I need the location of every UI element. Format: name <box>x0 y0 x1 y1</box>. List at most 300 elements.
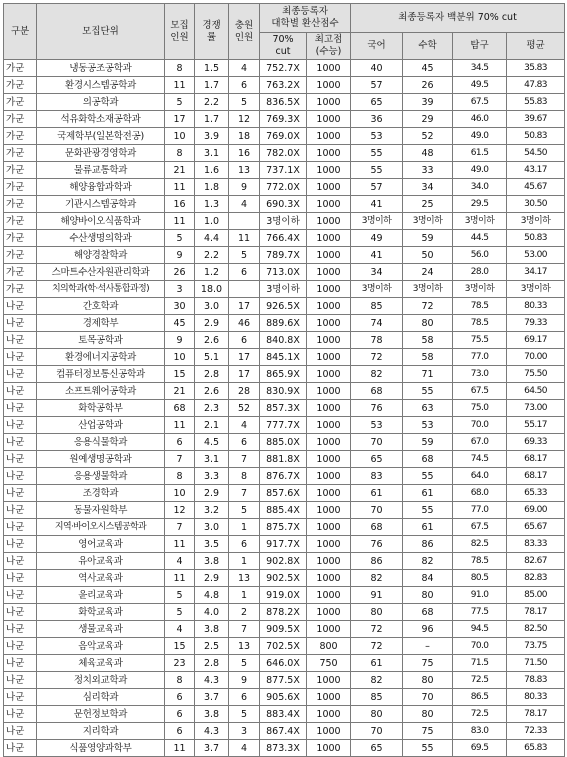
cell-gun: 나군 <box>4 638 37 655</box>
cell-kor: 34 <box>351 264 403 281</box>
table-row <box>4 298 565 315</box>
cell-quota: 68 <box>165 400 195 417</box>
cell-extra: 2 <box>229 604 260 621</box>
cell-gun: 나군 <box>4 468 37 485</box>
cell-max: 1000 <box>307 298 351 315</box>
header-inq: 탐구 <box>453 33 507 60</box>
cell-unit: 해양바이오식품학과 <box>37 213 165 230</box>
cell-extra: 46 <box>229 315 260 332</box>
cell-inq: 78.5 <box>453 553 507 570</box>
cell-kor: 70 <box>351 502 403 519</box>
cell-avg: 55.83 <box>507 94 565 111</box>
cell-unit: 기관시스템공학과 <box>37 196 165 213</box>
cell-kor: 70 <box>351 434 403 451</box>
cell-unit: 윤리교육과 <box>37 587 165 604</box>
cell-ratio: 3.7 <box>195 689 229 706</box>
cell-kor: 78 <box>351 332 403 349</box>
cell-kor: 72 <box>351 638 403 655</box>
cell-extra: 4 <box>229 196 260 213</box>
cell-math: 80 <box>403 315 453 332</box>
cell-extra: 7 <box>229 451 260 468</box>
cell-unit: 경제학부 <box>37 315 165 332</box>
cell-max: 1000 <box>307 553 351 570</box>
cell-max: 1000 <box>307 349 351 366</box>
cell-cut70: 867.4X <box>260 723 307 740</box>
cell-max: 1000 <box>307 689 351 706</box>
cell-max: 1000 <box>307 179 351 196</box>
cell-extra: 13 <box>229 570 260 587</box>
cell-math: 33 <box>403 162 453 179</box>
table-row <box>4 451 565 468</box>
cell-math: 29 <box>403 111 453 128</box>
header-gun: 구분 <box>4 4 37 60</box>
cell-inq: 73.0 <box>453 366 507 383</box>
cell-quota: 16 <box>165 196 195 213</box>
header-extra: 충원 인원 <box>229 4 260 60</box>
cell-math: 68 <box>403 604 453 621</box>
cell-gun: 나군 <box>4 502 37 519</box>
cell-avg: 3명이하 <box>507 281 565 298</box>
cell-avg: 70.00 <box>507 349 565 366</box>
cell-max: 1000 <box>307 740 351 757</box>
cell-avg: 47.83 <box>507 77 565 94</box>
cell-kor: 82 <box>351 570 403 587</box>
cell-quota: 5 <box>165 94 195 111</box>
cell-kor: 40 <box>351 60 403 77</box>
cell-cut70: 702.5X <box>260 638 307 655</box>
cell-avg: 83.33 <box>507 536 565 553</box>
cell-inq: 44.5 <box>453 230 507 247</box>
cell-max: 1000 <box>307 247 351 264</box>
cell-max: 1000 <box>307 77 351 94</box>
cell-cut70: 902.8X <box>260 553 307 570</box>
table-row <box>4 553 565 570</box>
cell-cut70: 909.5X <box>260 621 307 638</box>
cell-ratio: 2.8 <box>195 655 229 672</box>
cell-max: 750 <box>307 655 351 672</box>
cell-ratio: 1.5 <box>195 60 229 77</box>
cell-cut70: 878.2X <box>260 604 307 621</box>
cell-quota: 15 <box>165 638 195 655</box>
cell-max: 1000 <box>307 434 351 451</box>
cell-unit: 스마트수산자원관리학과 <box>37 264 165 281</box>
cell-gun: 나군 <box>4 485 37 502</box>
cell-ratio: 4.3 <box>195 672 229 689</box>
cell-math: 55 <box>403 502 453 519</box>
header-unit: 모집단위 <box>37 4 165 60</box>
cell-math: 75 <box>403 723 453 740</box>
cell-math: 55 <box>403 468 453 485</box>
cell-extra: 12 <box>229 111 260 128</box>
cell-inq: 64.0 <box>453 468 507 485</box>
cell-gun: 나군 <box>4 417 37 434</box>
cell-math: 86 <box>403 536 453 553</box>
cell-math: 70 <box>403 689 453 706</box>
cell-math: 3명이하 <box>403 281 453 298</box>
cell-ratio: 3.8 <box>195 706 229 723</box>
cell-ratio: 1.8 <box>195 179 229 196</box>
table-body <box>4 60 565 757</box>
cell-unit: 국제학부(일본학전공) <box>37 128 165 145</box>
cell-kor: 83 <box>351 468 403 485</box>
cell-cut70: 919.0X <box>260 587 307 604</box>
table-row <box>4 162 565 179</box>
cell-math: 55 <box>403 383 453 400</box>
cell-math: 71 <box>403 366 453 383</box>
cell-max: 1000 <box>307 162 351 179</box>
table-row <box>4 723 565 740</box>
cell-unit: 생물교육과 <box>37 621 165 638</box>
cell-math: 52 <box>403 128 453 145</box>
cell-inq: 61.5 <box>453 145 507 162</box>
table-row <box>4 672 565 689</box>
table-row <box>4 264 565 281</box>
cell-quota: 30 <box>165 298 195 315</box>
cell-ratio: 3.1 <box>195 145 229 162</box>
table-row <box>4 570 565 587</box>
cell-gun: 나군 <box>4 400 37 417</box>
cell-max: 1000 <box>307 468 351 485</box>
cell-quota: 8 <box>165 672 195 689</box>
cell-avg: 78.17 <box>507 706 565 723</box>
cell-max: 1000 <box>307 570 351 587</box>
cell-extra: 13 <box>229 638 260 655</box>
cell-math: 34 <box>403 179 453 196</box>
cell-ratio: 2.1 <box>195 417 229 434</box>
cell-cut70: 857.3X <box>260 400 307 417</box>
cell-cut70: 885.0X <box>260 434 307 451</box>
cell-math: 80 <box>403 587 453 604</box>
table-row <box>4 502 565 519</box>
cell-max: 1000 <box>307 94 351 111</box>
cell-kor: 36 <box>351 111 403 128</box>
cell-avg: 82.50 <box>507 621 565 638</box>
cell-avg: 85.00 <box>507 587 565 604</box>
cell-gun: 가군 <box>4 230 37 247</box>
table-row <box>4 128 565 145</box>
cell-math: 63 <box>403 400 453 417</box>
cell-gun: 나군 <box>4 383 37 400</box>
cell-unit: 산업공학과 <box>37 417 165 434</box>
cell-inq: 71.5 <box>453 655 507 672</box>
table-row <box>4 468 565 485</box>
cell-avg: 79.33 <box>507 315 565 332</box>
cell-avg: 64.50 <box>507 383 565 400</box>
cell-max: 1000 <box>307 604 351 621</box>
cell-cut70: 777.7X <box>260 417 307 434</box>
cell-unit: 해양경찰학과 <box>37 247 165 264</box>
cell-unit: 체육교육과 <box>37 655 165 672</box>
cell-max: 1000 <box>307 264 351 281</box>
cell-inq: 34.0 <box>453 179 507 196</box>
cell-unit: 역사교육과 <box>37 570 165 587</box>
cell-math: 3명이하 <box>403 213 453 230</box>
cell-inq: 82.5 <box>453 536 507 553</box>
cell-extra: 6 <box>229 77 260 94</box>
cell-kor: 76 <box>351 400 403 417</box>
cell-unit: 간호학과 <box>37 298 165 315</box>
table-row <box>4 655 565 672</box>
cell-kor: 85 <box>351 298 403 315</box>
cell-quota: 7 <box>165 519 195 536</box>
cell-unit: 치의학과(학·석사통합과정) <box>37 281 165 298</box>
cell-max: 1000 <box>307 621 351 638</box>
cell-unit: 유아교육과 <box>37 553 165 570</box>
cell-gun: 가군 <box>4 281 37 298</box>
cell-extra: 1 <box>229 587 260 604</box>
cell-kor: 53 <box>351 128 403 145</box>
cell-avg: 65.33 <box>507 485 565 502</box>
cell-extra: 3 <box>229 723 260 740</box>
cell-avg: 65.67 <box>507 519 565 536</box>
cell-ratio: 3.2 <box>195 502 229 519</box>
cell-unit: 환경에너지공학과 <box>37 349 165 366</box>
cell-gun: 가군 <box>4 60 37 77</box>
cell-avg: 69.00 <box>507 502 565 519</box>
table-row <box>4 536 565 553</box>
cell-ratio: 3.5 <box>195 536 229 553</box>
cell-inq: 75.5 <box>453 332 507 349</box>
cell-math: 82 <box>403 553 453 570</box>
cell-avg: 82.67 <box>507 553 565 570</box>
table-header <box>4 4 565 60</box>
cell-ratio: 2.9 <box>195 315 229 332</box>
cell-kor: 80 <box>351 604 403 621</box>
cell-unit: 화학교육과 <box>37 604 165 621</box>
cell-ratio: 3.9 <box>195 128 229 145</box>
cell-inq: 70.0 <box>453 417 507 434</box>
cell-quota: 11 <box>165 536 195 553</box>
cell-avg: 80.33 <box>507 689 565 706</box>
cell-cut70: 865.9X <box>260 366 307 383</box>
cell-math: 61 <box>403 485 453 502</box>
cell-max: 1000 <box>307 723 351 740</box>
cell-extra: 11 <box>229 230 260 247</box>
cell-math: – <box>403 638 453 655</box>
cell-cut70: 873.3X <box>260 740 307 757</box>
cell-quota: 3 <box>165 281 195 298</box>
cell-math: 84 <box>403 570 453 587</box>
cell-inq: 28.0 <box>453 264 507 281</box>
cell-unit: 문화관광경영학과 <box>37 145 165 162</box>
cell-cut70: 917.7X <box>260 536 307 553</box>
cell-ratio: 2.3 <box>195 400 229 417</box>
table-row <box>4 196 565 213</box>
cell-max: 1000 <box>307 111 351 128</box>
table-row <box>4 383 565 400</box>
cell-extra: 6 <box>229 332 260 349</box>
cell-max: 1000 <box>307 315 351 332</box>
cell-avg: 73.00 <box>507 400 565 417</box>
cell-avg: 54.50 <box>507 145 565 162</box>
cell-extra <box>229 281 260 298</box>
cell-max: 1000 <box>307 536 351 553</box>
cell-cut70: 737.1X <box>260 162 307 179</box>
cell-unit: 컴퓨터정보통신공학과 <box>37 366 165 383</box>
cell-inq: 78.5 <box>453 298 507 315</box>
cell-inq: 46.0 <box>453 111 507 128</box>
table-row <box>4 281 565 298</box>
header-pct-group: 최종등록자 백분위 70% cut <box>351 4 565 33</box>
cell-quota: 8 <box>165 468 195 485</box>
cell-math: 45 <box>403 60 453 77</box>
cell-max: 1000 <box>307 230 351 247</box>
cell-quota: 4 <box>165 621 195 638</box>
cell-unit: 지역·바이오시스템공학과 <box>37 519 165 536</box>
cell-gun: 나군 <box>4 655 37 672</box>
cell-cut70: 3명이하 <box>260 213 307 230</box>
table-row <box>4 366 565 383</box>
cell-ratio: 2.2 <box>195 247 229 264</box>
cell-gun: 가군 <box>4 111 37 128</box>
cell-inq: 56.0 <box>453 247 507 264</box>
cell-cut70: 690.3X <box>260 196 307 213</box>
cell-ratio: 3.3 <box>195 468 229 485</box>
cell-unit: 소프트웨어공학과 <box>37 383 165 400</box>
cell-quota: 10 <box>165 128 195 145</box>
cell-inq: 94.5 <box>453 621 507 638</box>
cell-ratio: 2.9 <box>195 570 229 587</box>
table-row <box>4 179 565 196</box>
cell-cut70: 769.3X <box>260 111 307 128</box>
cell-kor: 65 <box>351 740 403 757</box>
cell-kor: 61 <box>351 655 403 672</box>
cell-kor: 61 <box>351 485 403 502</box>
cell-inq: 49.0 <box>453 162 507 179</box>
cell-max: 1000 <box>307 128 351 145</box>
cell-max: 1000 <box>307 332 351 349</box>
cell-extra: 17 <box>229 298 260 315</box>
cell-extra: 52 <box>229 400 260 417</box>
cell-avg: 72.33 <box>507 723 565 740</box>
cell-ratio: 1.6 <box>195 162 229 179</box>
cell-extra <box>229 213 260 230</box>
cell-quota: 15 <box>165 366 195 383</box>
header-cut70: 70% cut <box>260 33 307 60</box>
cell-max: 1000 <box>307 213 351 230</box>
cell-avg: 68.17 <box>507 451 565 468</box>
cell-gun: 가군 <box>4 162 37 179</box>
cell-inq: 74.5 <box>453 451 507 468</box>
cell-ratio: 3.8 <box>195 553 229 570</box>
cell-math: 80 <box>403 706 453 723</box>
cell-unit: 화학공학부 <box>37 400 165 417</box>
cell-max: 1000 <box>307 366 351 383</box>
cell-quota: 11 <box>165 570 195 587</box>
cell-cut70: 889.6X <box>260 315 307 332</box>
cell-math: 50 <box>403 247 453 264</box>
cell-cut70: 769.0X <box>260 128 307 145</box>
cell-avg: 39.67 <box>507 111 565 128</box>
cell-extra: 28 <box>229 383 260 400</box>
cell-math: 61 <box>403 519 453 536</box>
table-row <box>4 604 565 621</box>
cell-inq: 70.0 <box>453 638 507 655</box>
cell-quota: 9 <box>165 247 195 264</box>
cell-math: 72 <box>403 298 453 315</box>
cell-inq: 72.5 <box>453 672 507 689</box>
cell-gun: 나군 <box>4 298 37 315</box>
cell-gun: 나군 <box>4 706 37 723</box>
cell-quota: 8 <box>165 60 195 77</box>
cell-quota: 21 <box>165 383 195 400</box>
cell-extra: 7 <box>229 621 260 638</box>
cell-cut70: 830.9X <box>260 383 307 400</box>
cell-extra: 5 <box>229 706 260 723</box>
cell-max: 1000 <box>307 60 351 77</box>
cell-inq: 34.5 <box>453 60 507 77</box>
cell-ratio: 4.4 <box>195 230 229 247</box>
cell-avg: 50.83 <box>507 230 565 247</box>
table-row <box>4 111 565 128</box>
cell-cut70: 763.2X <box>260 77 307 94</box>
cell-avg: 80.33 <box>507 298 565 315</box>
header-max: 최고점 (수능) <box>307 33 351 60</box>
cell-math: 68 <box>403 451 453 468</box>
cell-kor: 82 <box>351 366 403 383</box>
cell-gun: 가군 <box>4 145 37 162</box>
cell-unit: 음악교육과 <box>37 638 165 655</box>
cell-avg: 45.67 <box>507 179 565 196</box>
cell-unit: 문헌정보학과 <box>37 706 165 723</box>
cell-math: 53 <box>403 417 453 434</box>
cell-cut70: 3명이하 <box>260 281 307 298</box>
cell-ratio: 1.2 <box>195 264 229 281</box>
cell-max: 800 <box>307 638 351 655</box>
cell-gun: 가군 <box>4 213 37 230</box>
cell-inq: 72.5 <box>453 706 507 723</box>
cell-kor: 55 <box>351 162 403 179</box>
cell-inq: 67.5 <box>453 519 507 536</box>
cell-math: 39 <box>403 94 453 111</box>
cell-ratio: 4.8 <box>195 587 229 604</box>
cell-extra: 6 <box>229 434 260 451</box>
cell-unit: 응용식물학과 <box>37 434 165 451</box>
cell-extra: 4 <box>229 740 260 757</box>
cell-quota: 11 <box>165 77 195 94</box>
cell-avg: 50.83 <box>507 128 565 145</box>
cell-gun: 나군 <box>4 366 37 383</box>
cell-ratio: 4.0 <box>195 604 229 621</box>
cell-inq: 69.5 <box>453 740 507 757</box>
cell-max: 1000 <box>307 502 351 519</box>
cell-ratio: 4.5 <box>195 434 229 451</box>
cell-math: 80 <box>403 672 453 689</box>
cell-quota: 9 <box>165 332 195 349</box>
cell-extra: 6 <box>229 536 260 553</box>
cell-kor: 65 <box>351 451 403 468</box>
table-row <box>4 400 565 417</box>
cell-avg: 82.83 <box>507 570 565 587</box>
cell-quota: 5 <box>165 604 195 621</box>
admission-results-table <box>3 3 565 757</box>
cell-math: 48 <box>403 145 453 162</box>
cell-gun: 가군 <box>4 94 37 111</box>
cell-quota: 45 <box>165 315 195 332</box>
table-row <box>4 587 565 604</box>
cell-unit: 심리학과 <box>37 689 165 706</box>
cell-math: 59 <box>403 434 453 451</box>
cell-cut70: 836.5X <box>260 94 307 111</box>
cell-quota: 26 <box>165 264 195 281</box>
cell-quota: 17 <box>165 111 195 128</box>
cell-ratio: 3.0 <box>195 298 229 315</box>
cell-inq: 3명이하 <box>453 213 507 230</box>
cell-quota: 6 <box>165 706 195 723</box>
cell-gun: 나군 <box>4 740 37 757</box>
cell-cut70: 713.0X <box>260 264 307 281</box>
cell-unit: 수산생명의학과 <box>37 230 165 247</box>
